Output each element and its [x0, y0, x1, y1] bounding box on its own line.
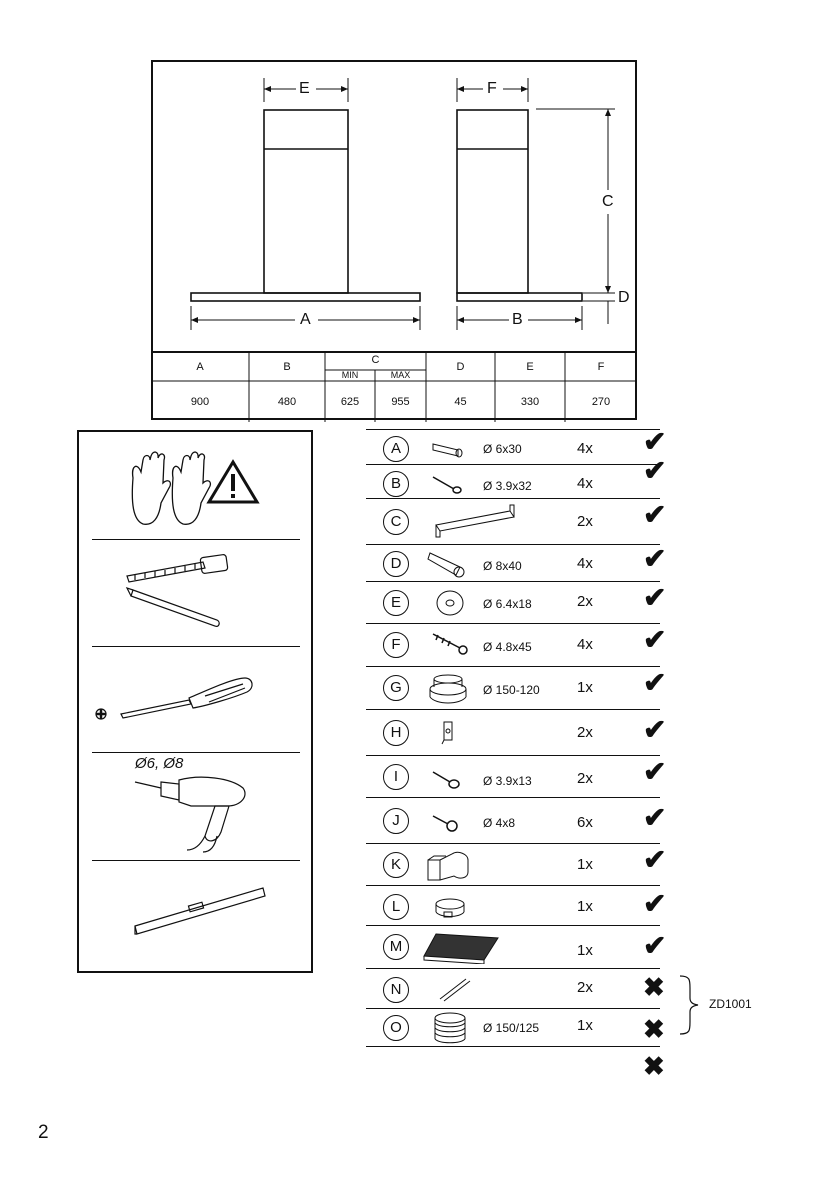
part-qty: 1x: [577, 679, 593, 696]
part-qty: 1x: [577, 942, 593, 959]
part-spec: Ø 8x40: [483, 559, 522, 573]
part-letter: O: [383, 1015, 409, 1041]
part-qty: 2x: [577, 593, 593, 610]
check-icon: ✔: [643, 930, 667, 961]
header-c-max: MAX: [390, 370, 411, 380]
part-row-g: [366, 666, 667, 710]
part-row-l: [366, 885, 667, 926]
part-row-f: [366, 623, 667, 667]
part-row-o: [366, 1008, 665, 1047]
washer-icon: [434, 588, 466, 618]
part-letter: K: [383, 852, 409, 878]
adapter-icon: [424, 846, 474, 886]
value-f: 270: [591, 396, 611, 408]
tools-panel: [77, 430, 313, 973]
value-e: 330: [520, 396, 540, 408]
tools-divider: [92, 646, 300, 647]
screwdriver-icon: [93, 670, 273, 730]
value-c-min: 625: [340, 396, 360, 408]
header-b: B: [283, 361, 291, 373]
part-row-j: [366, 797, 667, 844]
header-e: E: [526, 361, 534, 373]
header-d: D: [456, 361, 465, 373]
check-icon: ✔: [643, 714, 667, 745]
header-c-min: MIN: [341, 370, 359, 380]
tools-divider: [92, 539, 300, 540]
part-qty: 4x: [577, 636, 593, 653]
part-letter: N: [383, 977, 409, 1003]
part-qty: 4x: [577, 555, 593, 572]
part-letter: H: [383, 720, 409, 746]
part-letter: M: [383, 934, 409, 960]
cross-icon: ✖: [643, 1051, 665, 1081]
part-letter: I: [383, 764, 409, 790]
parts-bottom-rule: [366, 1046, 660, 1047]
side-canopy: [457, 293, 582, 301]
brace-icon: [676, 974, 706, 1036]
part-qty: 1x: [577, 898, 593, 915]
check-icon: ✔: [643, 802, 667, 833]
check-icon: ✔: [643, 888, 667, 919]
spirit-level-icon: [131, 882, 271, 942]
check-icon: ✔: [643, 543, 667, 574]
header-c: C: [371, 354, 380, 366]
part-row-k: [366, 843, 667, 886]
header-f: F: [597, 361, 605, 373]
clip-icon: [438, 718, 460, 748]
screw-icon: [430, 808, 466, 836]
drill-icon: [131, 772, 261, 854]
front-chimney: [264, 110, 348, 293]
cross-icon: ✖: [643, 972, 665, 1002]
part-qty: 6x: [577, 814, 593, 831]
part-qty: 2x: [577, 724, 593, 741]
part-spec: Ø 6x30: [483, 442, 522, 456]
part-spec: Ø 6.4x18: [483, 597, 532, 611]
bracket-icon: [426, 503, 526, 539]
part-letter: E: [383, 590, 409, 616]
side-chimney: [457, 110, 528, 293]
part-letter: A: [383, 436, 409, 462]
part-qty: 4x: [577, 440, 593, 457]
value-b: 480: [277, 396, 297, 408]
wall-plug-icon: [430, 436, 466, 460]
dim-label-d: D: [618, 289, 630, 306]
wall-plug-icon: [426, 547, 470, 579]
part-qty: 2x: [577, 979, 593, 996]
part-row-n: [366, 968, 665, 1009]
dim-label-f: F: [487, 80, 497, 97]
check-icon: ✔: [643, 624, 667, 655]
part-letter: D: [383, 551, 409, 577]
part-letter: J: [383, 808, 409, 834]
drill-bit-sizes: Ø6, Ø8: [135, 755, 184, 772]
part-qty: 4x: [577, 475, 593, 492]
cross-icon: ✖: [643, 1014, 665, 1044]
value-c-max: 955: [391, 396, 410, 408]
part-qty: 2x: [577, 770, 593, 787]
dimensions-table: [151, 351, 637, 422]
tape-measure-pencil-icon: [125, 550, 265, 628]
part-row-h: [366, 709, 667, 756]
dim-label-e: E: [299, 80, 310, 97]
part-row-d: [366, 543, 667, 582]
page-number: 2: [38, 1122, 49, 1143]
dim-label-b: B: [512, 311, 523, 328]
part-spec: Ø 3.9x13: [483, 774, 532, 788]
part-qty: 1x: [577, 1017, 593, 1034]
part-letter: G: [383, 675, 409, 701]
rod-icon: [436, 975, 476, 1005]
part-letter: F: [383, 632, 409, 658]
part-qty: 1x: [577, 856, 593, 873]
part-row-b: [366, 455, 667, 499]
part-spec: Ø 150/125: [483, 1021, 540, 1035]
part-spec: Ø 4x8: [483, 816, 516, 830]
part-letter: B: [383, 471, 409, 497]
screw-icon: [430, 628, 474, 658]
check-icon: ✔: [643, 582, 667, 613]
part-spec: Ø 4.8x45: [483, 640, 532, 654]
check-icon: ✔: [643, 455, 667, 486]
header-a: A: [196, 361, 204, 373]
screw-icon: [430, 471, 466, 495]
value-a: 900: [190, 396, 210, 408]
flange-icon: [426, 671, 470, 707]
part-row-c: [366, 498, 667, 545]
part-row-e: [366, 581, 667, 624]
part-row-m: [366, 925, 667, 969]
gloves-warning-icon: [123, 448, 263, 533]
carbon-filter-icon: [430, 1011, 470, 1047]
part-letter: L: [383, 894, 409, 920]
grease-filter-icon: [422, 930, 502, 964]
check-icon: ✔: [643, 844, 667, 875]
part-qty: 2x: [577, 513, 593, 530]
check-icon: ✔: [643, 499, 667, 530]
screw-icon: [430, 764, 466, 792]
tools-divider: [92, 752, 300, 753]
value-d: 45: [454, 396, 467, 408]
check-icon: ✔: [643, 756, 667, 787]
front-canopy: [191, 293, 420, 301]
part-letter: C: [383, 509, 409, 535]
accessory-code: ZD1001: [709, 997, 752, 1011]
check-icon: ✔: [643, 426, 667, 457]
hose-clamp-icon: [430, 894, 470, 922]
dim-label-c: C: [602, 193, 614, 210]
check-icon: ✔: [643, 667, 667, 698]
part-spec: Ø 3.9x32: [483, 479, 532, 493]
dim-label-a: A: [300, 311, 311, 328]
tools-divider: [92, 860, 300, 861]
part-row-i: [366, 755, 667, 798]
part-row-a: [366, 426, 667, 465]
part-spec: Ø 150-120: [483, 683, 540, 697]
